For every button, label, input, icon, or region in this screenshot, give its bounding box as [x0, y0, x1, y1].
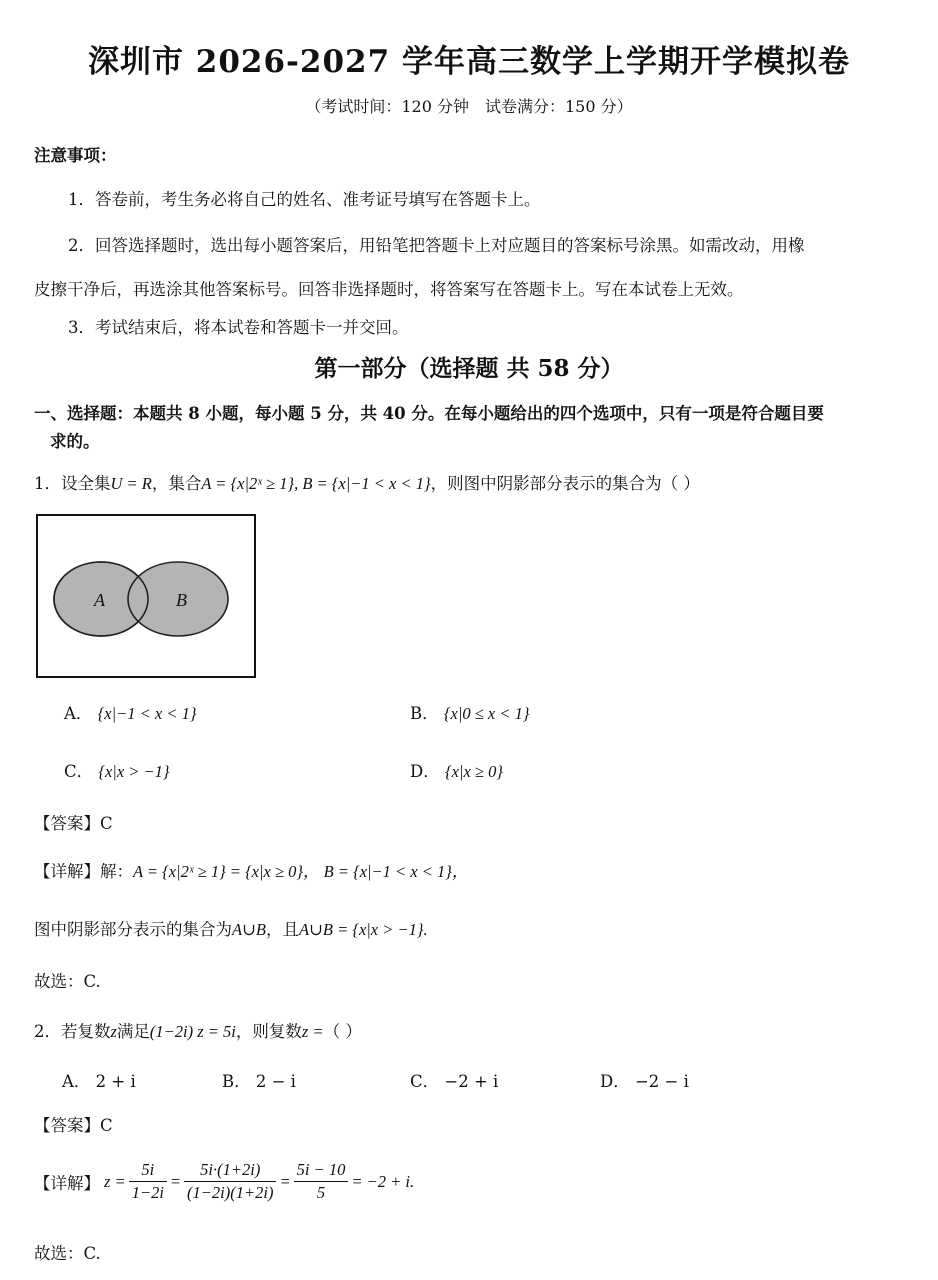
q2-result: = −2 + i.: [351, 1171, 415, 1191]
q2-stem: 2．若复数z满足(1−2i) z = 5i，则复数z =（ ）: [34, 1022, 362, 1041]
notice-item-2-line-2: 皮擦干净后，再选涂其他答案标号。回答非选择题时，将答案写在答题卡上。写在本试卷上无效。: [34, 280, 744, 299]
q1-stem-text: 1．设全集: [34, 474, 111, 493]
part1-instructions-line-2: 求的。: [50, 432, 100, 451]
q1-universal-set: U = R: [110, 474, 152, 493]
notice-item-2-line-1: 2．回答选择题时，选出每小题答案后，用铅笔把答题卡上对应题目的答案标号涂黑。如需改动，用橡: [68, 236, 805, 255]
q1-option-a[interactable]: A． {x|−1 < x < 1}: [64, 704, 197, 723]
venn-label-b: B: [176, 590, 187, 610]
q1-option-b[interactable]: B． {x|0 ≤ x < 1}: [410, 704, 530, 723]
q1-option-c[interactable]: C． {x|x > −1}: [64, 762, 170, 781]
notice-item-1: 1．答卷前，考生务必将自己的姓名、准考证号填写在答题卡上。: [68, 190, 541, 209]
q1-option-d[interactable]: D． {x|x ≥ 0}: [410, 762, 503, 781]
q2-answer: 【答案】C: [34, 1116, 113, 1135]
q2-detail: 【详解】 z = $\frac{5i}{1-2i}$ = $\frac{5i\cdot(1+2i)}{(1-2i)(1+2i)}$ = $\frac{5i - 10}{5}$ = −2 + i.: [34, 1160, 415, 1202]
q1-set-definitions: A = {x|2ˣ ≥ 1}, B = {x|−1 < x < 1}: [201, 474, 431, 493]
q1-answer: 【答案】C: [34, 814, 113, 833]
q1-stem-text: ，则图中阴影部分表示的集合为（ ）: [430, 474, 700, 493]
q1-detail: 【详解】解：A = {x|2ˣ ≥ 1} = {x|x ≥ 0}， B = {x|−1 < x < 1}，: [34, 862, 469, 881]
q1-stem: [34, 470, 700, 494]
q2-fraction-3: $\frac{5i - 10}{5}$: [294, 1160, 349, 1203]
notice-heading: 注意事项：: [34, 146, 117, 165]
q2-option-c[interactable]: C． −2 + i: [410, 1072, 499, 1091]
q2-option-b[interactable]: B． 2 − i: [222, 1072, 296, 1091]
exam-title: 深圳市 2026-2027 学年高三数学上学期开学模拟卷: [87, 44, 850, 80]
q2-choose: 故选：C.: [34, 1244, 101, 1263]
q2-option-a[interactable]: A． 2 + i: [62, 1072, 136, 1091]
part1-instructions-line-1: 一、选择题：本题共 8 小题，每小题 5 分，共 40 分。在每小题给出的四个选项中，只有一项是符合题目要: [34, 404, 824, 423]
q1-explanation: 图中阴影部分表示的集合为A∪B，且A∪B = {x|x > −1}.: [34, 920, 428, 939]
venn-label-a: A: [94, 590, 105, 610]
exam-subtitle: （考试时间：120 分钟 试卷满分：150 分）: [305, 97, 633, 116]
q2-fraction-2: $\frac{5i\cdot(1+2i)}{(1-2i)(1+2i)}$: [184, 1160, 276, 1203]
q2-option-d[interactable]: D． −2 − i: [600, 1072, 689, 1091]
q1-choose: 故选：C.: [34, 972, 101, 991]
q1-detail-math: A = {x|2ˣ ≥ 1} = {x|x ≥ 0}， B = {x|−1 < x < 1}，: [133, 862, 469, 881]
q1-stem-text: ，集合: [151, 474, 202, 493]
part1-title: 第一部分（选择题 共 58 分）: [314, 355, 624, 382]
notice-item-3: 3．考试结束后，将本试卷和答题卡一并交回。: [68, 318, 409, 337]
q2-fraction-1: $\frac{5i}{1-2i}$: [129, 1160, 167, 1203]
venn-diagram: [36, 514, 256, 678]
